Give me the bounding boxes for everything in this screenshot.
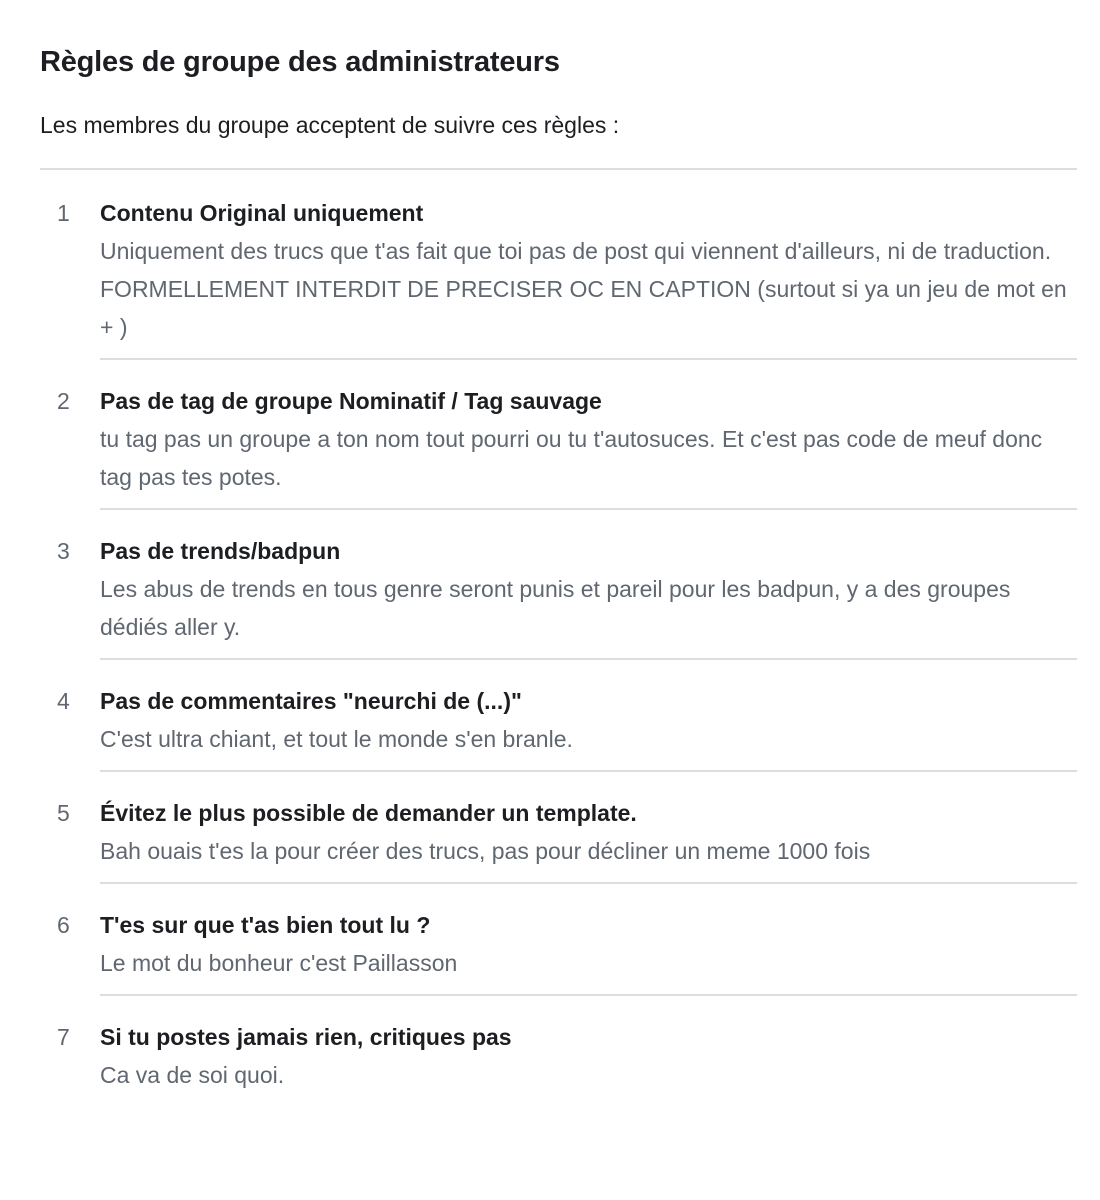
rule-item xyxy=(40,508,1077,658)
rule-number: 7 xyxy=(57,1024,70,1050)
rule-description: Les abus de trends en tous genre seront punis et pareil pour les badpun, y a des groupes dédiés aller y. xyxy=(100,576,1011,640)
rule-body xyxy=(100,194,1077,346)
rule-title: Évitez le plus possible de demander un template. xyxy=(100,800,637,826)
rule-body xyxy=(100,906,1077,982)
rule-number: 1 xyxy=(57,200,70,226)
rule-body xyxy=(100,382,1077,496)
rule-title: Pas de commentaires "neurchi de (...)" xyxy=(100,688,522,714)
rule-title: Si tu postes jamais rien, critiques pas xyxy=(100,1024,512,1050)
page-subtitle: Les membres du groupe acceptent de suivre ces règles : xyxy=(40,112,620,138)
rule-item xyxy=(40,358,1077,508)
rule-body xyxy=(100,1018,1077,1094)
rule-item xyxy=(40,994,1077,1106)
rule-description: Le mot du bonheur c'est Paillasson xyxy=(100,950,458,976)
page-title: Règles de groupe des administrateurs xyxy=(40,46,560,78)
rule-item xyxy=(40,882,1077,994)
rule-number: 3 xyxy=(57,538,70,564)
rule-title: Pas de trends/badpun xyxy=(100,538,341,564)
rule-number: 4 xyxy=(57,688,70,714)
rule-item xyxy=(40,770,1077,882)
rule-title: Pas de tag de groupe Nominatif / Tag sauvage xyxy=(100,388,602,414)
rules-list xyxy=(40,170,1077,1106)
rule-item xyxy=(40,658,1077,770)
rule-description: Ca va de soi quoi. xyxy=(100,1062,285,1088)
rule-description: Bah ouais t'es la pour créer des trucs, pas pour décliner un meme 1000 fois xyxy=(100,838,871,864)
rule-item xyxy=(40,170,1077,358)
rule-body xyxy=(100,682,1077,758)
rule-description: C'est ultra chiant, et tout le monde s'en branle. xyxy=(100,726,573,752)
rule-number: 5 xyxy=(57,800,70,826)
rule-body xyxy=(100,532,1077,646)
rule-title: T'es sur que t'as bien tout lu ? xyxy=(100,912,431,938)
rule-number: 2 xyxy=(57,388,70,414)
rule-description: Uniquement des trucs que t'as fait que toi pas de post qui viennent d'ailleurs, ni de traduction. FORMELLEMENT INTERDIT DE PRECISER OC EN CAPTION (surtout si ya un jeu de mot en + ) xyxy=(100,238,1067,340)
rule-number: 6 xyxy=(57,912,70,938)
rule-description: tu tag pas un groupe a ton nom tout pourri ou tu t'autosuces. Et c'est pas code de meuf donc tag pas tes potes. xyxy=(100,426,1043,490)
rule-body xyxy=(100,794,1077,870)
rule-title: Contenu Original uniquement xyxy=(100,200,424,226)
